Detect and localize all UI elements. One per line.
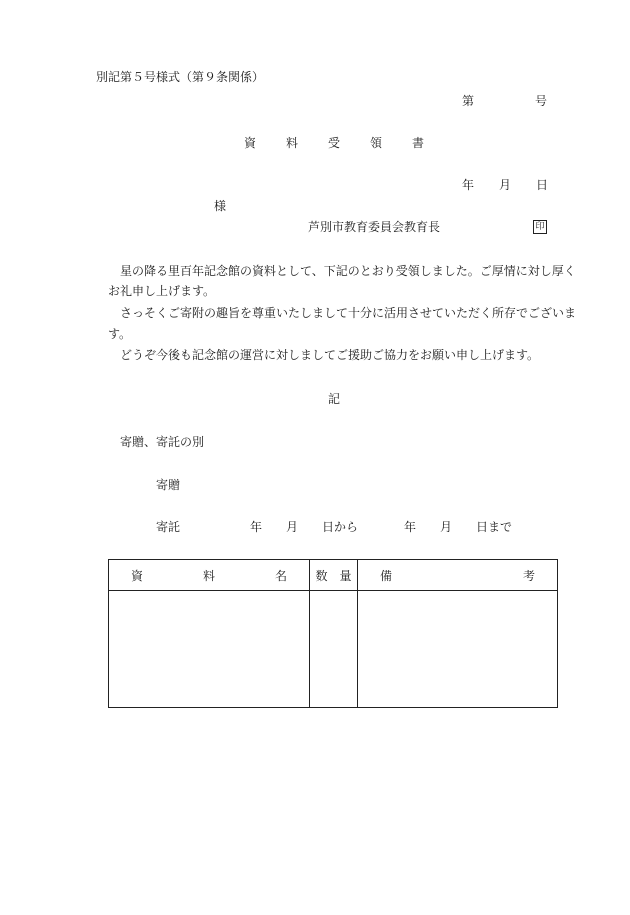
body-p2-line2: す。 [108, 327, 132, 341]
number-go: 号 [535, 94, 548, 108]
body-p1-line1: 星の降る里百年記念館の資料として、下記のとおり受領しました。ご厚情に対し厚く [120, 264, 576, 278]
seal-mark: 印 [533, 220, 547, 234]
deposit-to-year: 年 [404, 520, 417, 534]
addressee-honorific: 様 [214, 199, 227, 213]
date-day: 日 [536, 178, 549, 192]
category-donation: 寄贈 [156, 478, 181, 492]
category-heading: 寄贈、寄託の別 [120, 435, 205, 449]
deposit-to-day: 日まで [476, 520, 513, 534]
date-year: 年 [462, 178, 475, 192]
deposit-from-year: 年 [250, 520, 263, 534]
form-label: 別記第５号様式（第９条関係） [96, 70, 265, 84]
title-char: 書 [412, 136, 425, 150]
table-header-row [109, 560, 558, 591]
header-char: 料 [202, 568, 215, 583]
deposit-from-month: 月 [286, 520, 299, 534]
number-dai: 第 [462, 94, 475, 108]
deposit-from-day: 日から [322, 520, 359, 534]
title-char: 資 [244, 136, 257, 150]
category-deposit: 寄託 [156, 520, 181, 534]
header-quantity [310, 560, 358, 591]
items-table [108, 559, 558, 708]
sender-name: 芦別市教育委員会教育長 [308, 220, 441, 234]
cell-material-name [109, 591, 310, 708]
header-remarks [358, 560, 558, 591]
header-char: 数 [315, 568, 328, 583]
body-p1-line2: お礼申し上げます。 [108, 284, 216, 298]
header-char: 資 [131, 568, 144, 583]
body-p2-line1: さっそくご寄附の趣旨を尊重いたしまして十分に活用させていただく所存でございま [120, 306, 577, 320]
header-char: 考 [522, 568, 535, 583]
body-p3-line1: どうぞ今後も記念館の運営に対しましてご援助ご協力をお願い申し上げます。 [120, 348, 540, 362]
cell-remarks [358, 591, 558, 708]
header-char: 量 [339, 568, 352, 583]
header-char: 名 [274, 568, 287, 583]
title-char: 領 [370, 136, 383, 150]
header-material-name [109, 560, 310, 591]
title-char: 受 [328, 136, 341, 150]
deposit-to-month: 月 [440, 520, 453, 534]
date-month: 月 [499, 178, 512, 192]
header-char: 備 [380, 568, 393, 583]
table-row [109, 591, 558, 708]
ki-label: 記 [328, 392, 341, 406]
title-char: 料 [286, 136, 299, 150]
cell-quantity [310, 591, 358, 708]
